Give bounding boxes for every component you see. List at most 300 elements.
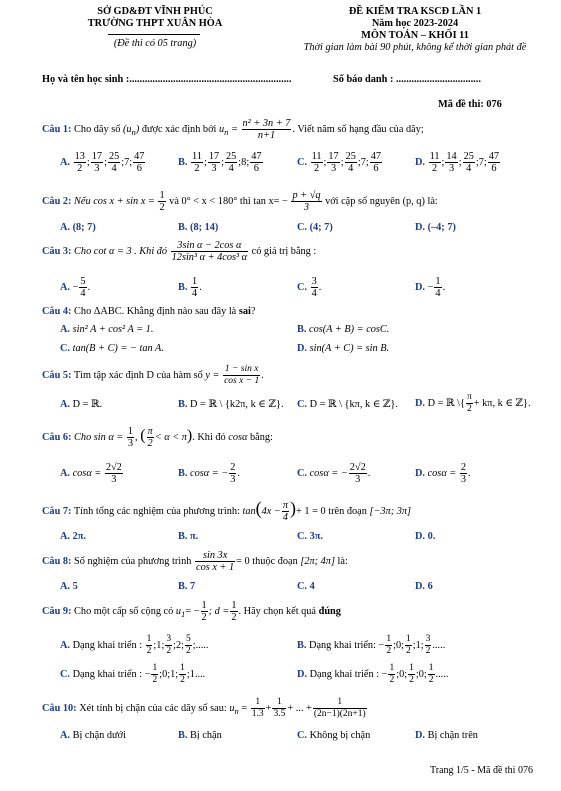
q8-option-b[interactable] — [178, 581, 195, 592]
q9-b-d3: 2 — [406, 646, 411, 656]
question-10: Câu 10: Xét tính bị chặn của các dãy số sau: $u_n$ = $\frac{1}{1.3}$ + $\frac{1}{3.5}$ + ... + $\frac{1}{(2n-1)(2n+1)}$ — [42, 697, 366, 719]
q6-d-frac — [460, 462, 467, 485]
q1-text-c: . Viết năm số hạng đầu của dãy; — [292, 123, 424, 135]
q9-b-f5 — [425, 634, 432, 657]
q6-d-den: 3 — [460, 474, 466, 485]
q6-text-c: cosα — [228, 431, 248, 443]
q1-a-n2: 17 — [91, 151, 103, 162]
q9-b-d1: 2 — [386, 646, 392, 656]
question-3-label: Câu 3: — [42, 245, 72, 257]
q5-text: Tìm tập xác định D của hàm số — [73, 369, 203, 381]
q1-option-c[interactable]: C. $\frac{11}{2}$ ; $\frac{17}{3}$ ; $\frac{25}{4}$ ;7; $\frac{47}{6}$ — [297, 151, 382, 174]
q9-a-d3: 2 — [166, 646, 172, 656]
q9-u1-eq: = − — [185, 605, 200, 617]
q6-option-d[interactable]: D. cosα = $\frac{2}{3}$ . — [415, 462, 471, 485]
q1-d-f3 — [463, 151, 475, 174]
q4-option-d[interactable] — [297, 343, 389, 354]
q1-d-int: 7 — [478, 156, 484, 168]
q9-n1: 1 — [201, 600, 207, 611]
q5-option-d-label: D. — [415, 397, 426, 409]
q7-four: 4 — [282, 512, 289, 524]
q5-d-two: 2 — [466, 404, 472, 414]
question-6-label: Câu 6: — [42, 431, 72, 443]
q10-option-c[interactable] — [297, 730, 370, 741]
q1-formula-num: n² + 3n + 7 — [242, 118, 291, 129]
q9-a-n5: 5 — [185, 634, 191, 644]
q1-text-b: được xác định bởi — [141, 123, 217, 135]
q3-d-num: 1 — [435, 276, 441, 287]
q6-option-c-label: C. — [297, 467, 308, 479]
q5-option-a-label: A. — [60, 399, 71, 410]
q4-option-c[interactable] — [60, 343, 164, 354]
q2-text-c: với cặp số nguyên (p, q) là: — [325, 195, 438, 207]
q9-option-a[interactable]: A. Dạng khai triển : $\frac{1}{2}$ ;1; $\frac{3}{2}$ ;2; $\frac{5}{2}$ ;..... — [60, 634, 209, 656]
q1-d-f2 — [445, 151, 457, 174]
q9-b-f1 — [385, 634, 392, 657]
q9-option-b[interactable]: B. Dạng khai triển: − $\frac{1}{2}$ ;0; $\frac{1}{2}$ ;1; $\frac{3}{2}$ ..... — [297, 634, 446, 656]
q7-expr-b: 4x − — [261, 506, 281, 517]
q9-d2: 2 — [231, 612, 237, 623]
question-6: Câu 6: Cho sin α = $\frac{1}{3}$ , ( $\frac{\pi}{2}$ < α < π). Khi đó cosα bằng: — [42, 426, 273, 449]
q5-option-b[interactable] — [178, 398, 284, 410]
q9-d-d5: 2 — [428, 675, 434, 685]
q1-d-n3: 25 — [463, 151, 474, 162]
q9-u1: u — [175, 605, 182, 617]
q9-emph: đúng — [318, 605, 341, 617]
q1-d-d2: 3 — [448, 163, 455, 174]
q7-pi: π — [282, 500, 289, 512]
q10-f1 — [251, 697, 265, 720]
q8-option-d[interactable] — [415, 581, 433, 592]
q5-option-c-label: C. — [297, 399, 308, 410]
q1-d-f4 — [488, 151, 500, 174]
q2-frac-den: 3 — [303, 202, 310, 213]
q1-b-f2 — [208, 151, 220, 174]
q4-text: Cho ΔABC. Khẳng định nào sau đây là — [74, 306, 237, 317]
q1-option-a-label: A. — [60, 156, 71, 168]
q6-option-a[interactable] — [60, 462, 124, 485]
q9-d1: 2 — [201, 612, 207, 623]
q1-c-d2: 3 — [330, 163, 337, 174]
q5-option-b-text: D = ℝ \ {k2π, k ∈ ℤ}. — [190, 399, 284, 410]
q9-c-n1: 1 — [152, 663, 158, 673]
q9-u1-sub: 1 — [181, 608, 186, 619]
q10-f2-den: 3.5 — [273, 709, 286, 719]
q1-seq-end: ) — [135, 123, 140, 135]
q1-b-f3 — [225, 151, 237, 174]
q6-option-b-label: B. — [178, 467, 188, 479]
q5-option-c-text: D = ℝ \ {kπ, k ∈ ℤ}. — [309, 399, 398, 410]
q6-a-num: 2√2 — [105, 462, 122, 473]
q6-c-frac — [349, 462, 367, 485]
q9-option-d[interactable]: D. Dạng khai triển : − $\frac{1}{2}$ ;0; $\frac{1}{2}$ ;0; $\frac{1}{2}$ ..... — [297, 663, 449, 685]
q9-c-f1 — [151, 663, 158, 686]
q1-option-a[interactable]: A. $\frac{13}{2}$ ; $\frac{17}{3}$ ; $\frac{25}{4}$ ;7; $\frac{47}{6}$ — [60, 151, 145, 174]
q3-d-frac — [434, 276, 441, 299]
q3-b-num: 1 — [192, 276, 198, 287]
q3-text-b: có giá trị bằng : — [251, 245, 317, 257]
q10-option-d-label: D. — [415, 730, 426, 741]
q1-option-d[interactable]: D. $\frac{11}{2}$ ; $\frac{14}{3}$ ; $\frac{25}{4}$ ;7; $\frac{47}{6}$ — [415, 151, 500, 174]
q9-a-f5 — [185, 634, 192, 657]
q1-a-f1 — [74, 151, 86, 174]
q6-pi: π — [147, 426, 153, 437]
page-footer: Trang 1/5 - Mã đề thi 076 — [430, 765, 533, 776]
q3-a-frac — [79, 276, 86, 299]
q3-a-den: 4 — [80, 288, 86, 299]
q3-option-b[interactable]: B. $\frac{1}{4}$ . — [178, 276, 202, 299]
q1-formula-frac — [242, 118, 292, 141]
q7-option-b[interactable] — [178, 531, 198, 542]
q9-c-v3: 1 — [170, 668, 176, 680]
q7-option-d[interactable] — [415, 531, 435, 542]
q2-option-b[interactable] — [178, 222, 218, 233]
q10-option-a-text: Bị chặn dưới — [72, 730, 126, 741]
q2-option-a-text: A. (8; 7) — [60, 222, 96, 233]
q9-d-f5 — [428, 663, 435, 686]
q6-option-c[interactable]: C. cosα = − $\frac{2√2}{3}$ . — [297, 462, 371, 485]
q6-text-a: Cho sin α = — [74, 431, 124, 443]
q10-f1-den: 1.3 — [251, 709, 264, 719]
q4-option-b-text: cos(A + B) = cosC. — [309, 324, 390, 335]
q6-pi-frac — [147, 426, 154, 449]
q9-option-c-label: C. — [60, 668, 71, 680]
q8-option-d-text: D. 6 — [415, 581, 433, 592]
q9-option-b-label: B. — [297, 639, 307, 651]
q5-d-frac — [466, 392, 473, 415]
q1-c-d3: 4 — [348, 163, 354, 174]
q1-b-n1: 11 — [192, 151, 202, 162]
q4-option-b[interactable] — [297, 324, 389, 335]
q8-option-c-text: C. 4 — [297, 581, 315, 592]
q8-frac — [195, 550, 235, 573]
q6-b-frac — [229, 462, 236, 485]
q10-option-c-text: Không bị chặn — [309, 730, 371, 741]
q10-f3 — [313, 697, 367, 720]
q9-option-c[interactable]: C. Dạng khai triển : − $\frac{1}{2}$ ;0;1; $\frac{1}{2}$ ;1.... — [60, 663, 206, 685]
q1-a-int: 7 — [124, 156, 130, 168]
q7-interval: [−3π; 3π] — [369, 506, 412, 517]
q1-formula-den: n+1 — [257, 130, 276, 141]
q1-c-n2: 17 — [328, 151, 339, 162]
q6-a-frac — [105, 462, 123, 485]
q1-c-int: 7 — [360, 156, 366, 168]
q2-half-den: 2 — [159, 202, 165, 213]
q7-option-c[interactable] — [297, 531, 323, 542]
q1-c-f1 — [311, 151, 323, 174]
q10-option-a-label: A. — [60, 730, 71, 741]
q9-frac1 — [201, 600, 208, 623]
q1-c-d4: 6 — [373, 163, 379, 174]
q3-c-frac — [311, 276, 318, 299]
school-name: TRƯỜNG THPT XUÂN HÒA — [87, 18, 223, 29]
q5-d-pi: π — [466, 392, 472, 402]
q9-a-n1: 1 — [146, 634, 152, 644]
q2-option-a[interactable] — [60, 222, 96, 233]
q6-option-a-label: A. — [60, 467, 71, 479]
q3-a-num: 5 — [80, 276, 86, 287]
question-7: Câu 7: Tính tổng các nghiệm của phương trình: tan(4x − $\frac{\pi}{4}$ )+ 1 = 0 trên đoạn [−3π; 3π] — [42, 498, 412, 524]
q1-d-n1: 11 — [429, 151, 440, 162]
q9-b-n1: 1 — [386, 634, 392, 644]
q9-b-d5: 2 — [425, 646, 431, 656]
question-5-label: Câu 5: — [42, 369, 72, 381]
q8-option-a-text: A. 5 — [60, 581, 78, 592]
question-9-label: Câu 9: — [42, 605, 72, 617]
school-underline — [108, 34, 200, 35]
q5-option-d[interactable]: D. D = ℝ \{ $\frac{\pi}{2}$ + kπ, k ∈ ℤ}. — [415, 392, 531, 414]
question-1: Câu 1: Cho dãy số $(u_n)$ được xác định bởi $u_n$ = $\frac{\text{n² + 3n + 7}}{n+1}$ . Viết năm số hạng đầu của dãy; — [42, 118, 424, 141]
q10-option-b-text: Bị chặn — [190, 730, 222, 741]
q2-frac-num: p + √q — [292, 190, 321, 201]
q9-a-f1 — [146, 634, 153, 657]
q2-option-d-text: D. (–4; 7) — [415, 222, 456, 233]
q3-option-b-label: B. — [178, 281, 188, 293]
q9-option-a-label: A. — [60, 639, 71, 651]
q1-b-n4: 47 — [251, 151, 262, 162]
q6-den: 3 — [127, 438, 134, 449]
q5-frac — [223, 364, 260, 387]
q9-b-v2: 0 — [395, 639, 402, 651]
q6-c-num: 2√2 — [349, 462, 366, 473]
q1-c-f2 — [327, 151, 339, 174]
q1-a-n3: 25 — [108, 151, 120, 162]
q1-option-d-label: D. — [415, 156, 426, 168]
q1-formula-lhs: u — [218, 123, 225, 135]
q10-f3-den: (2n−1)(2n+1) — [313, 709, 366, 719]
q9-a-v4: 2 — [175, 639, 182, 651]
q10-un-sub: n — [234, 705, 239, 716]
exam-code: Mã đề thi: 076 — [438, 99, 502, 110]
q2-option-c[interactable] — [297, 222, 333, 233]
q1-option-b-label: B. — [178, 156, 188, 168]
q9-d-n3: 1 — [409, 663, 414, 673]
q1-c-f3 — [345, 151, 357, 174]
q2-half — [158, 190, 165, 213]
q9-d-d1: 2 — [389, 675, 395, 685]
q3-b-den: 4 — [192, 288, 198, 299]
q6-a-pre: cosα = — [72, 467, 102, 479]
q7-expr-a: tan — [242, 506, 256, 517]
q4-option-b-label: B. — [297, 324, 307, 335]
q1-b-f1 — [191, 151, 203, 174]
q4-option-a[interactable] — [60, 324, 153, 335]
q4-option-d-label: D. — [297, 343, 308, 354]
q1-a-d2: 3 — [94, 163, 100, 174]
q3-frac — [171, 240, 248, 263]
q6-two: 2 — [147, 438, 153, 449]
q2-text-b: và 0° < x < 180° thì tan x= − — [169, 195, 288, 207]
q1-c-d1: 2 — [313, 163, 320, 174]
q5-option-a-text: D = ℝ. — [72, 399, 103, 410]
q10-f3-num: 1 — [313, 697, 367, 709]
q1-a-n1: 13 — [74, 151, 85, 162]
time-note: Thời gian làm bài 90 phút, không kể thời gian phát đề — [303, 42, 527, 53]
q6-d-pre: cosα = — [427, 467, 457, 479]
q9-c-f4 — [179, 663, 186, 686]
q10-option-d-text: Bị chặn trên — [427, 730, 478, 741]
q9-d-f1 — [388, 663, 395, 686]
q9-dd: ; d = — [208, 605, 230, 617]
q10-option-c-label: C. — [297, 730, 308, 741]
q9-a-f3 — [165, 634, 172, 657]
question-2 — [42, 190, 438, 213]
q8-option-a[interactable] — [60, 581, 78, 592]
q1-option-c-label: C. — [297, 156, 308, 168]
q1-a-f3 — [108, 151, 120, 174]
q1-c-n4: 47 — [370, 151, 382, 162]
q9-n2: 1 — [231, 600, 237, 611]
q1-b-n3: 25 — [226, 151, 237, 162]
q1-d-d1: 2 — [431, 163, 438, 174]
q6-frac — [127, 426, 134, 449]
question-4-label: Câu 4: — [42, 306, 72, 317]
q1-a-f2 — [91, 151, 103, 174]
q7-expr-c: + 1 = 0 — [296, 506, 326, 517]
q1-b-int: 8 — [241, 156, 247, 168]
question-8-label: Câu 8: — [42, 555, 72, 567]
q8-option-c[interactable] — [297, 581, 315, 592]
q7-text-b: trên đoạn — [328, 506, 367, 517]
q1-b-f4 — [250, 151, 262, 174]
q3-option-d-label: D. — [415, 281, 426, 293]
q4-emph: sai — [238, 306, 251, 317]
school-department: SỞ GD&ĐT VĨNH PHÚC — [97, 6, 213, 17]
q10-dots: + ... + — [287, 702, 312, 714]
q10-option-d[interactable] — [415, 730, 478, 741]
q6-text-b: . Khi đó — [192, 431, 226, 443]
q3-c-num: 3 — [311, 276, 317, 287]
q6-lt: < α < π — [154, 431, 187, 443]
q3-option-d[interactable]: D. − $\frac{1}{4}$ . — [415, 276, 446, 299]
q3-option-a[interactable]: A. − $\frac{5}{4}$ . — [60, 276, 91, 299]
q1-b-d3: 4 — [228, 163, 234, 174]
school-year: Năm học 2023-2024 — [371, 18, 459, 29]
q1-d-n4: 47 — [488, 151, 500, 162]
q1-c-f4 — [370, 151, 382, 174]
q8-tail: là: — [337, 555, 348, 567]
q2-option-d[interactable] — [415, 222, 456, 233]
q5-option-a[interactable] — [60, 398, 102, 410]
q6-a-den: 3 — [111, 474, 117, 485]
q6-d-num: 2 — [460, 462, 466, 473]
q4-option-d-text: sin(A + C) = sin B. — [309, 343, 390, 354]
q8-text-b: thuộc đoạn — [252, 555, 298, 567]
q10-option-a[interactable] — [60, 730, 126, 741]
q9-d-v4: 0 — [418, 668, 424, 680]
q6-option-b[interactable]: B. cosα = − $\frac{2}{3}$ . — [178, 462, 240, 485]
q1-d-f1 — [429, 151, 441, 174]
q9-text-b: . Hãy chọn kết quả — [238, 605, 317, 617]
q5-option-b-label: B. — [178, 399, 188, 410]
subject-title: MÔN TOÁN – KHỐI 11 — [361, 30, 469, 41]
q5-option-d-text-a: D = ℝ \ — [427, 397, 460, 409]
q9-option-d-label: D. — [297, 668, 308, 680]
q1-formula-sub: n — [224, 126, 229, 137]
q9-b-n3: 1 — [406, 634, 411, 644]
q6-b-den: 3 — [230, 474, 236, 485]
q9-option-a-text: Dạng khai triển : — [72, 639, 143, 651]
q8-frac-num: sin 3x — [195, 550, 235, 562]
q3-c-den: 4 — [311, 288, 317, 299]
q8-eq: = 0 — [236, 555, 250, 567]
q9-c-v5: 1 — [189, 668, 195, 680]
q1-option-b[interactable]: B. $\frac{11}{2}$ ; $\frac{17}{3}$ ; $\frac{25}{4}$ ;8; $\frac{47}{6}$ — [178, 151, 262, 174]
q7-option-a-text: A. 2π. — [60, 531, 86, 542]
q9-c-d1: 2 — [152, 675, 158, 685]
q4-option-a-label: A. — [60, 324, 71, 335]
q9-c-n4: 1 — [180, 663, 185, 673]
q9-b-v4: 1 — [415, 639, 421, 651]
q10-eq: = — [241, 702, 248, 714]
question-8 — [42, 550, 348, 573]
q9-c-v2: 0 — [162, 668, 168, 680]
q1-b-n2: 17 — [208, 151, 220, 162]
q2-text-a: Nếu cos x + sin x = — [74, 195, 155, 207]
question-7-label: Câu 7: — [42, 506, 72, 517]
q1-a-d3: 4 — [111, 163, 117, 174]
question-2-label: Câu 2: — [42, 195, 72, 207]
q9-a-n3: 3 — [166, 634, 172, 644]
q10-text-a: Xét tính bị chặn của các dãy số sau: — [79, 702, 227, 714]
q4-option-a-text: sin² A + cos² A = 1. — [72, 324, 154, 335]
q7-option-b-text: B. π. — [178, 531, 199, 542]
q8-interval: [2π; 4π] — [300, 555, 335, 567]
q1-a-f4 — [133, 151, 145, 174]
q9-a-v2: 1 — [156, 639, 162, 651]
q1-a-d1: 2 — [77, 163, 83, 174]
q6-b-num: 2 — [230, 462, 236, 473]
q3-option-c-label: C. — [297, 281, 308, 293]
q4-option-c-text: tan(B + C) = − tan A. — [72, 343, 164, 354]
q9-b-n5: 3 — [425, 634, 431, 644]
q10-option-b[interactable] — [178, 730, 222, 741]
q9-b-f3 — [405, 634, 412, 657]
q5-y: y = — [205, 369, 220, 381]
student-name-field: Họ và tên học sinh :............................................................... — [42, 74, 292, 85]
q3-option-a-label: A. — [60, 281, 71, 293]
q1-b-d2: 3 — [211, 163, 217, 174]
q8-frac-den: cos x + 1 — [196, 562, 235, 573]
q3-frac-num: 3sin α − 2cos α — [171, 240, 248, 252]
q10-un: u — [229, 702, 235, 714]
q9-d-n5: 1 — [428, 663, 434, 673]
q9-text-a: Cho một cấp số cộng có — [74, 605, 174, 617]
q9-option-d-text: Dạng khai triển : — [309, 668, 380, 680]
q3-d-den: 4 — [435, 288, 441, 299]
q7-frac — [282, 500, 289, 523]
q7-option-a[interactable] — [60, 531, 86, 542]
q1-seq-sub: n — [131, 126, 136, 137]
q9-d-v2: 0 — [399, 668, 405, 680]
q1-a-d4: 6 — [136, 163, 142, 174]
q6-option-d-label: D. — [415, 467, 426, 479]
q8-option-b-text: B. 7 — [178, 581, 196, 592]
q5-option-c[interactable] — [297, 398, 398, 410]
q9-option-c-text: Dạng khai triển : — [72, 668, 143, 680]
q1-d-d3: 4 — [466, 163, 472, 174]
q3-option-c[interactable]: C. $\frac{3}{4}$ . — [297, 276, 322, 299]
question-5: Câu 5: Tìm tập xác định D của hàm số y = $\frac{\text{1 − sin x}}{\text{cos x − 1}}$ . — [42, 364, 264, 386]
q2-frac — [291, 190, 321, 213]
q1-a-n4: 47 — [134, 151, 145, 162]
q5-frac-num: 1 − sin x — [224, 364, 259, 374]
question-4 — [42, 306, 255, 317]
q9-a-d5: 2 — [185, 646, 191, 656]
q5-option-d-text-b: + kπ, k ∈ ℤ — [473, 397, 524, 409]
q2-option-b-text: B. (8; 14) — [178, 222, 219, 233]
student-number-field: Số báo danh : ................................. — [333, 74, 481, 85]
